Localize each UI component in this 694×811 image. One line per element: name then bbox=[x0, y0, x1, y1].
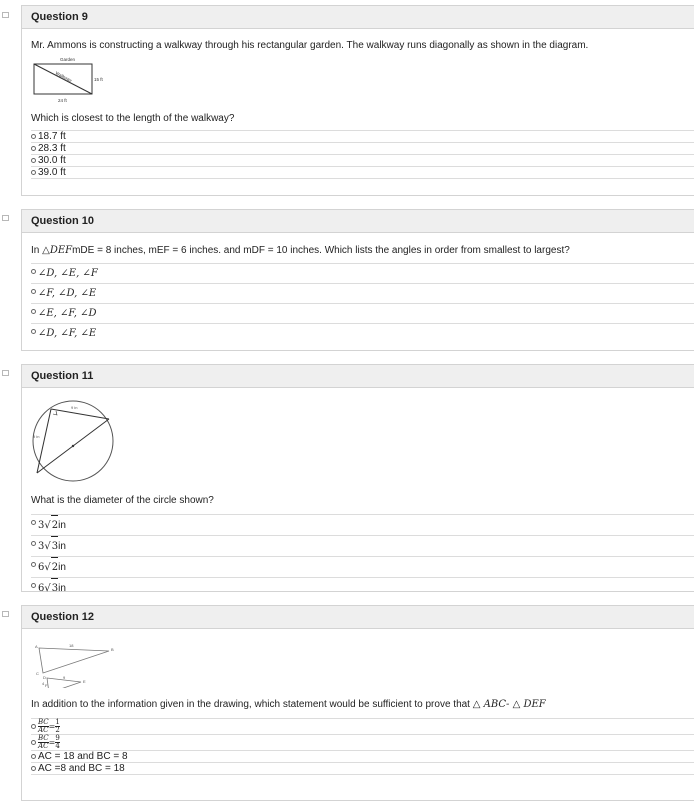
question-11-option-3[interactable]: 6√2in bbox=[31, 556, 694, 577]
question-11-card bbox=[21, 364, 694, 592]
question-11-option-4[interactable]: 6√3in bbox=[31, 577, 694, 598]
flag-question-9[interactable] bbox=[2, 12, 9, 18]
radio-button[interactable] bbox=[31, 754, 36, 759]
question-9-option-3[interactable]: 30.0 ft bbox=[31, 154, 694, 166]
label-e: E bbox=[83, 679, 86, 684]
question-12-option-1[interactable]: $\frac{BC}{AC}$ = $\frac{1}{2}$ bbox=[31, 718, 694, 734]
question-12-option-2[interactable]: $\frac{BC}{AC}$ = $\frac{9}{4}$ bbox=[31, 734, 694, 750]
question-9-option-4[interactable]: 39.0 ft bbox=[31, 166, 694, 179]
question-10-title: Question 10 bbox=[22, 210, 694, 233]
radio-button[interactable] bbox=[31, 520, 36, 525]
label-d: D bbox=[43, 675, 46, 680]
question-9-card bbox=[21, 5, 694, 196]
similar-triangles-diagram bbox=[31, 638, 131, 688]
label-18: 18 bbox=[69, 643, 74, 648]
question-10-option-3[interactable]: ∠E, ∠F, ∠D bbox=[31, 303, 694, 323]
radio-button[interactable] bbox=[31, 583, 36, 588]
radio-button[interactable] bbox=[31, 269, 36, 274]
question-12-prompt: In addition to the information given in the drawing, which statement would be sufficient to prove that △ ABC- △ DEF bbox=[31, 699, 546, 710]
label-f: F bbox=[45, 683, 48, 688]
radio-button[interactable] bbox=[31, 562, 36, 567]
walkway-label: Walkway bbox=[54, 70, 73, 83]
radio-button[interactable] bbox=[31, 329, 36, 334]
left-side-label: 9 in bbox=[33, 434, 40, 439]
label-4: 4 bbox=[42, 681, 45, 686]
radio-button[interactable] bbox=[31, 740, 36, 745]
radio-button[interactable] bbox=[31, 309, 36, 314]
question-10-option-4[interactable]: ∠D, ∠F, ∠E bbox=[31, 323, 694, 343]
radio-button[interactable] bbox=[31, 766, 36, 771]
circle-diagram bbox=[31, 398, 121, 484]
radio-button[interactable] bbox=[31, 170, 36, 175]
bottom-label: 24 ft bbox=[58, 98, 67, 103]
question-9-option-2[interactable]: 28.3 ft bbox=[31, 142, 694, 154]
question-12-card bbox=[21, 605, 694, 801]
flag-question-12[interactable] bbox=[2, 611, 9, 617]
question-11-option-2[interactable]: 3√3in bbox=[31, 535, 694, 556]
garden-label: Garden bbox=[60, 57, 76, 62]
side-label: 15 ft bbox=[94, 77, 103, 82]
label-a: A bbox=[35, 644, 38, 649]
radio-button[interactable] bbox=[31, 541, 36, 546]
garden-diagram bbox=[31, 54, 141, 106]
label-b: B bbox=[111, 647, 114, 652]
label-c: C bbox=[36, 671, 39, 676]
radio-button[interactable] bbox=[31, 134, 36, 139]
radio-button[interactable] bbox=[31, 158, 36, 163]
question-11-option-1[interactable]: 3√2in bbox=[31, 514, 694, 535]
radio-button[interactable] bbox=[31, 724, 36, 729]
label-9: 9 bbox=[63, 675, 66, 680]
question-9-prompt: Which is closest to the length of the walkway? bbox=[31, 113, 235, 124]
question-9-option-1[interactable]: 18.7 ft bbox=[31, 130, 694, 142]
question-9-title: Question 9 bbox=[22, 6, 694, 29]
question-9-stem: Mr. Ammons is constructing a walkway through his rectangular garden. The walkway runs diagonally as shown in the diagram. bbox=[31, 40, 589, 51]
question-10-stem: In △DEFmDE = 8 inches, mEF = 6 inches. and mDF = 10 inches. Which lists the angles in order from smallest to largest? bbox=[31, 245, 570, 256]
question-12-title: Question 12 bbox=[22, 606, 694, 629]
flag-question-10[interactable] bbox=[2, 215, 9, 221]
radio-button[interactable] bbox=[31, 289, 36, 294]
question-10-option-1[interactable]: ∠D, ∠E, ∠F bbox=[31, 263, 694, 283]
similarity-statement: △ ABC- △ DEF bbox=[472, 699, 546, 710]
top-side-label: 9 in bbox=[71, 405, 78, 410]
question-10-option-2[interactable]: ∠F, ∠D, ∠E bbox=[31, 283, 694, 303]
question-10-card bbox=[21, 209, 694, 351]
triangle-def: △DEF bbox=[42, 245, 73, 256]
flag-question-11[interactable] bbox=[2, 370, 9, 376]
question-11-prompt: What is the diameter of the circle shown? bbox=[31, 495, 214, 506]
question-12-option-4[interactable]: AC =8 and BC = 18 bbox=[31, 762, 694, 775]
radio-button[interactable] bbox=[31, 146, 36, 151]
question-12-option-3[interactable]: AC = 18 and BC = 8 bbox=[31, 750, 694, 762]
question-11-title: Question 11 bbox=[22, 365, 694, 388]
